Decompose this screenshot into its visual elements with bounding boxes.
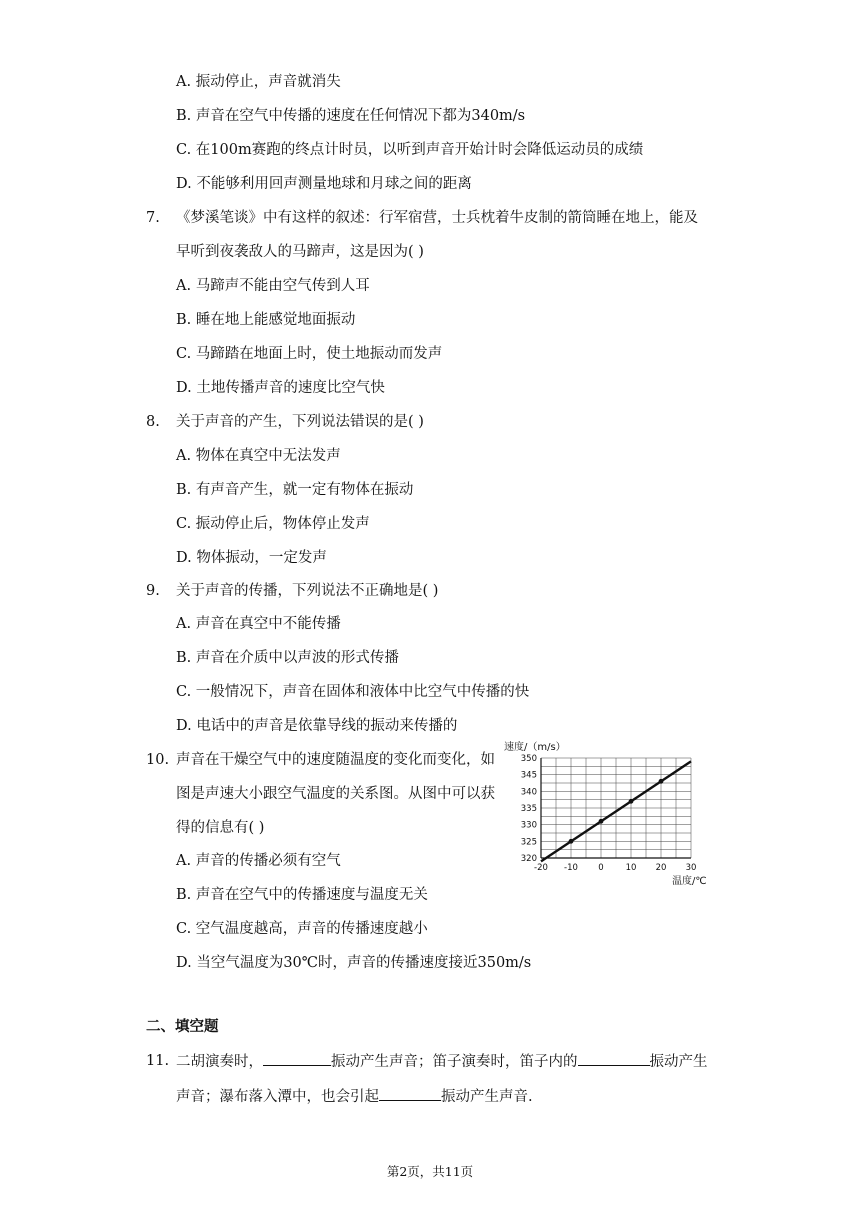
- chart-x-tick-label: 30: [685, 863, 697, 873]
- chart-xlabel: 温度/℃: [672, 876, 707, 887]
- q11-text-part3: 振动产生: [649, 1054, 708, 1070]
- q10-stem-line2: 图是声速大小跟空气温度的关系图。从图中可以获: [176, 786, 495, 802]
- q9-option-d: D. 电话中的声音是依靠导线的振动来传播的: [176, 718, 458, 734]
- chart-data-point: [599, 819, 604, 824]
- q7-stem-line1: 《梦溪笔谈》中有这样的叙述：行军宿营，士兵枕着牛皮制的箭筒睡在地上，能及: [176, 210, 698, 226]
- speed-temperature-chart: [496, 734, 726, 890]
- chart-y-tick-label: 335: [520, 804, 537, 814]
- q8-option-b: B. 有声音产生，就一定有物体在振动: [176, 482, 414, 498]
- chart-y-tick-label: 350: [520, 754, 537, 764]
- chart-data-point: [629, 799, 634, 804]
- q7-option-c: C. 马蹄踏在地面上时，使土地振动而发声: [176, 346, 443, 362]
- q7-option-d: D. 土地传播声音的速度比空气快: [176, 380, 385, 396]
- q6-option-b: B. 声音在空气中传播的速度在任何情况下都为340m/s: [176, 108, 526, 124]
- q6-option-a: A. 振动停止，声音就消失: [176, 74, 341, 90]
- section-title: 二、填空题: [146, 1018, 219, 1035]
- q7-stem-line2: 早听到夜袭敌人的马蹄声，这是因为( ): [176, 244, 424, 260]
- q11-text-part4: 声音；瀑布落入潭中，也会引起: [176, 1089, 379, 1105]
- q10-option-a: A. 声音的传播必须有空气: [176, 853, 341, 869]
- q11-line1: [176, 1051, 708, 1072]
- chart-y-tick-label: 340: [520, 787, 537, 798]
- q11-blank-1[interactable]: [263, 1051, 331, 1066]
- chart-data-point: [659, 779, 664, 784]
- q11-blank-3[interactable]: [379, 1086, 441, 1101]
- q10-option-d: D. 当空气温度为30℃时，声音的传播速度接近350m/s: [176, 955, 532, 971]
- chart-y-tick-label: 320: [520, 854, 537, 864]
- chart-data-point: [569, 839, 574, 844]
- q9-option-c: C. 一般情况下，声音在固体和液体中比空气中传播的快: [176, 684, 530, 700]
- q8-stem: 关于声音的产生，下列说法错误的是( ): [176, 414, 424, 430]
- q9-option-b: B. 声音在介质中以声波的形式传播: [176, 650, 399, 666]
- q6-option-d: D. 不能够利用回声测量地球和月球之间的距离: [176, 176, 472, 192]
- q11-blank-2[interactable]: [578, 1051, 650, 1066]
- chart-ticks: [521, 754, 697, 873]
- chart-ylabel: 速度/（m/s）: [504, 742, 566, 753]
- q7-option-a: A. 马蹄声不能由空气传到人耳: [176, 278, 370, 294]
- q8-option-c: C. 振动停止后，物体停止发声: [176, 516, 370, 532]
- chart-y-tick-label: 325: [520, 837, 537, 848]
- page-footer: 第2页，共11页: [386, 1164, 474, 1179]
- q6-option-c: C. 在100m赛跑的终点计时员，以听到声音开始计时会降低运动员的成绩: [176, 142, 644, 158]
- q11-text-part1: 二胡演奏时，: [176, 1054, 263, 1070]
- q10-stem-line3: 得的信息有( ): [176, 820, 265, 836]
- q10-option-c: C. 空气温度越高，声音的传播速度越小: [176, 921, 428, 937]
- q8-option-d: D. 物体振动，一定发声: [176, 550, 327, 566]
- q11-text-part5: 振动产生声音.: [441, 1089, 533, 1105]
- chart-grid: [541, 758, 691, 858]
- q11-text-part2: 振动产生声音；笛子演奏时，笛子内的: [331, 1054, 578, 1070]
- q9-option-a: A. 声音在真空中不能传播: [176, 616, 341, 632]
- q9-stem: 关于声音的传播，下列说法不正确地是( ): [176, 583, 439, 599]
- chart-x-tick-label: -20: [534, 863, 548, 873]
- q7-option-b: B. 睡在地上能感觉地面振动: [176, 312, 356, 328]
- chart-x-tick-label: 20: [655, 863, 667, 873]
- chart-x-tick-label: 10: [625, 863, 637, 873]
- chart-y-tick-label: 330: [520, 820, 537, 831]
- q10-stem-line1: 声音在干燥空气中的速度随温度的变化而变化，如: [176, 752, 495, 768]
- q10-number: 10.: [146, 752, 170, 768]
- q8-number: 8.: [146, 414, 160, 430]
- chart-x-tick-label: 0: [598, 863, 604, 873]
- q9-number: 9.: [146, 583, 160, 599]
- q8-option-a: A. 物体在真空中无法发声: [176, 448, 341, 464]
- chart-y-tick-label: 345: [520, 770, 537, 781]
- chart-x-tick-label: -10: [564, 863, 578, 873]
- q10-option-b: B. 声音在空气中的传播速度与温度无关: [176, 887, 428, 903]
- q11-line2: [176, 1086, 533, 1107]
- q7-number: 7.: [146, 210, 160, 226]
- q11-number: 11.: [146, 1053, 170, 1069]
